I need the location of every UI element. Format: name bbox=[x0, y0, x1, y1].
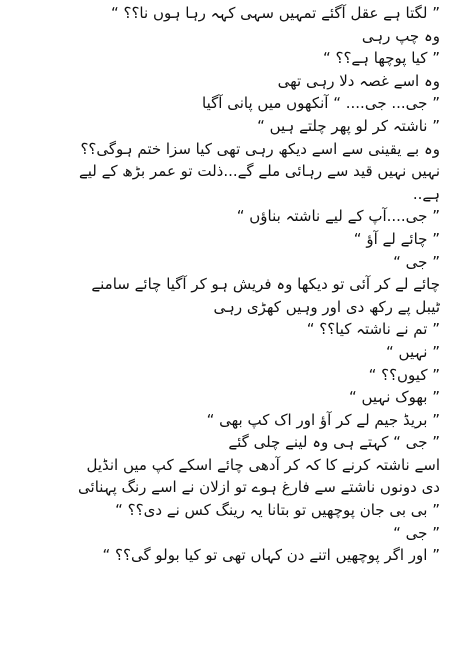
text-line: ” بی بی جان پوچھیں تو بتانا یہ رینگ کس نے دی؟؟ “ bbox=[115, 501, 440, 520]
text-line: ” جی “ bbox=[393, 252, 440, 271]
text-line: ٹیبل پے رکھ دی اور وہیں کھڑی رہی bbox=[213, 297, 440, 316]
text-line: ” اور اگر پوچھیں اتنے دن کہاں تھی تو کیا بولو گی؟؟ “ bbox=[102, 546, 440, 565]
text-line: ” تم نے ناشتہ کیا؟؟ “ bbox=[306, 320, 440, 339]
text-line: وہ بے یقینی سے اسے دیکھ رہی تھی کیا سزا ختم ہوگی؟؟ bbox=[80, 139, 440, 158]
text-line: چائے لے کر آئی تو دیکھا وہ فریش ہو کر آگیا چائے سامنے bbox=[91, 275, 440, 294]
text-line: اسے ناشتہ کرنے کا کہ کر آدھی چائے اسکے کپ میں انڈیل bbox=[86, 455, 440, 474]
text-line: نہیں نہیں قید سے رہائی ملے گے...ذلت تو عمر بڑھ کے لیے bbox=[78, 162, 440, 181]
text-line: ” کیا پوچھا ہے؟؟ “ bbox=[322, 49, 440, 68]
text-line: ” لگتا ہے عقل آگئے تمہیں سہی کہہ رہا ہوں نا؟؟ “ bbox=[110, 4, 440, 22]
text-line: ” نہیں “ bbox=[386, 342, 440, 361]
text-line: وہ چپ رہی bbox=[361, 26, 440, 45]
text-line: ” چائے لے آؤ “ bbox=[353, 229, 440, 248]
text-line: وہ اسے غصہ دلا رہی تھی bbox=[277, 71, 440, 90]
text-line: ” جی “ کہتے ہی وہ لینے چلی گئے bbox=[228, 433, 440, 452]
text-line: ” جی....آپ کے لیے ناشتہ بناؤں “ bbox=[236, 207, 440, 226]
text-line: ” ناشتہ کر لو پھر چلتے ہیں “ bbox=[257, 116, 440, 135]
text-line: ” کیوں؟؟ “ bbox=[368, 365, 440, 384]
text-line: دی دونوں ناشتے سے فارغ ہوے تو ازلان نے اسے رنگ پہنائی bbox=[78, 478, 440, 497]
text-line: ” بھوک نہیں “ bbox=[348, 388, 440, 407]
text-line: ” جی... جی.... “ آنکھوں میں پانی آگیا bbox=[202, 94, 440, 113]
text-line: ہے.. bbox=[412, 184, 440, 203]
text-line: ” بریڈ جیم لے کر آؤ اور اک کپ بھی “ bbox=[206, 410, 440, 429]
text-line: ” جی “ bbox=[393, 523, 440, 542]
